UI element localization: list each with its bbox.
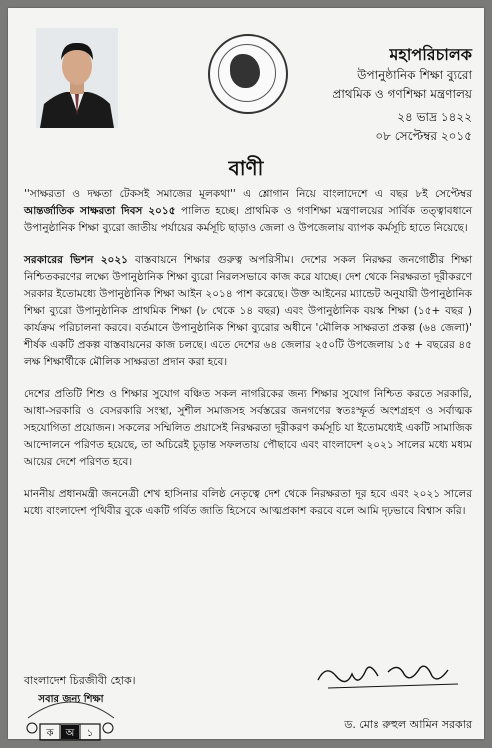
letterhead [332, 44, 472, 146]
literacy-day-name: আন্তর্জাতিক সাক্ষরতা দিবস ২০১৫ [24, 205, 176, 217]
handwritten-signature [308, 658, 468, 698]
portrait-photo [36, 28, 118, 128]
svg-text:সবার জন্য শিক্ষা: সবার জন্য শিক্ষা [38, 694, 104, 705]
date-bangla: ২৪ ভাদ্র ১৪২২ [397, 110, 472, 124]
svg-text:ক: ক [46, 728, 54, 739]
government-seal [208, 34, 288, 114]
paragraph-3: দেশের প্রতিটি শিশু ও শিক্ষার সুযোগ বঞ্চিত সকল নাগরিকের জন্য শিক্ষার সুযোগ নিশ্চিত করতে সরকারি, আধা-সরকারি ও বেসরকারি সংস্থা, সুশীল সমাজসহ সর্বস্তরের জনগণের স্বতঃস্ফূর্ত অংশগ্রহণ ও সর্বাত্মক সহযোগিতা প্রয়োজন। সকলের সম্মিলিত প্রয়াসেই নিরক্ষরতা দূরীকরণ কর্মসূচি যা ইতোমধ্যেই একটি সামাজিক আন্দোলনে পরিণত হয়েছে, তা অচিরেই চূড়ান্ত সফলতায় পৌছাবে এবং বাংলাদেশ ২০২১ সালের মধ্যে মধ্যম আয়ের দেশে পরিণত হবে। [24, 388, 472, 468]
letter-page [8, 8, 484, 739]
education-for-all-logo [22, 688, 120, 744]
designation-title: মহাপরিচালক [389, 45, 472, 64]
svg-text:অ: অ [65, 728, 75, 739]
ministry-name: প্রাথমিক ও গণশিক্ষা মন্ত্রণালয় [332, 87, 472, 101]
paragraph-4: মাননীয় প্রধানমন্ত্রী জননেত্রী শেখ হাসিনার বলিষ্ঠ নেতৃত্বে দেশ থেকে নিরক্ষরতা দূর হবে এবং ২০২১ সালের মধ্যে বাংলাদেশ পৃথিবীর বুকে একটি গর্বিত জাতি হিসেবে আত্মপ্রকাশ করবে বলে আমি দৃঢ়ভাবে বিশ্বাস করি। [24, 488, 472, 517]
date-gregorian: ০৮ সেপ্টেম্বর ২০১৫ [375, 129, 472, 143]
paragraph-1: ''সাক্ষরতা ও দক্ষতা টেকসই সমাজের মূলকথা'' এ শ্লোগান নিয়ে বাংলাদেশে এ বছর ৮ই সেপ্টেম্বর আন্তর্জাতিক সাক্ষরতা দিবস ২০১৫ পালিত হচ্ছে। প্রাথমিক ও গণশিক্ষা মন্ত্রণালয়ের সার্বিক তত্ত্বাবধানে উপানুষ্ঠানিক শিক্ষা ব্যুরো জাতীয় পর্যায়ের কর্মসূচি ছাড়াও জেলা ও উপজেলায় ব্যাপক কর্মসূচি হাতে নিয়েছে। [24, 188, 472, 234]
signatory-name: ড. মোঃ রুহুল আমিন সরকার [344, 718, 472, 731]
svg-text:১: ১ [86, 728, 94, 739]
vision-2021: সরকারের ভিশন ২০২১ [24, 254, 128, 266]
closing-slogan: বাংলাদেশ চিরজীবী হোক। [24, 674, 136, 687]
message-body [24, 186, 472, 535]
message-heading: বাণী [228, 156, 264, 180]
office-name: উপানুষ্ঠানিক শিক্ষা ব্যুরো [357, 68, 472, 82]
paragraph-2: সরকারের ভিশন ২০২১ বাস্তবায়নে শিক্ষার গুরুত্ব অপরিসীম। দেশের সকল নিরক্ষর জনগোষ্ঠীর শিক্ষা নিশ্চিতকরণের লক্ষ্যে উপানুষ্ঠানিক শিক্ষা ব্যুরো নিরলসভাবে কাজ করে যাচ্ছে। দেশ থেকে নিরক্ষরতা দূরীকরণে সরকার ইতোমধ্যে উপানুষ্ঠানিক শিক্ষা আইন ২০১৪ পাশ করেছে। উক্ত আইনের ম্যান্ডেট অনুযায়ী উপানুষ্ঠানিক শিক্ষা ব্যুরো উপানুষ্ঠানিক প্রাথমিক শিক্ষা (৮ থেকে ১৪ বছর) এবং উপানুষ্ঠানিক বয়স্ক শিক্ষা (১৫+ বছর ) কার্যক্রম পরিচালনা করবে। বর্তমানে উপানুষ্ঠানিক শিক্ষা ব্যুরোর অধীনে 'মৌলিক সাক্ষরতা প্রকল্প (৬৪ জেলা)' শীর্ষক একটি প্রকল্প বাস্তবায়নের কাজ চলছে। এতে দেশের ৬৪ জেলার ২৫০টি উপজেলায় ১৫ + বছরের ৪৫ লক্ষ শিক্ষার্থীকে মৌলিক সাক্ষরতা প্রদান করা হবে। [24, 254, 472, 368]
